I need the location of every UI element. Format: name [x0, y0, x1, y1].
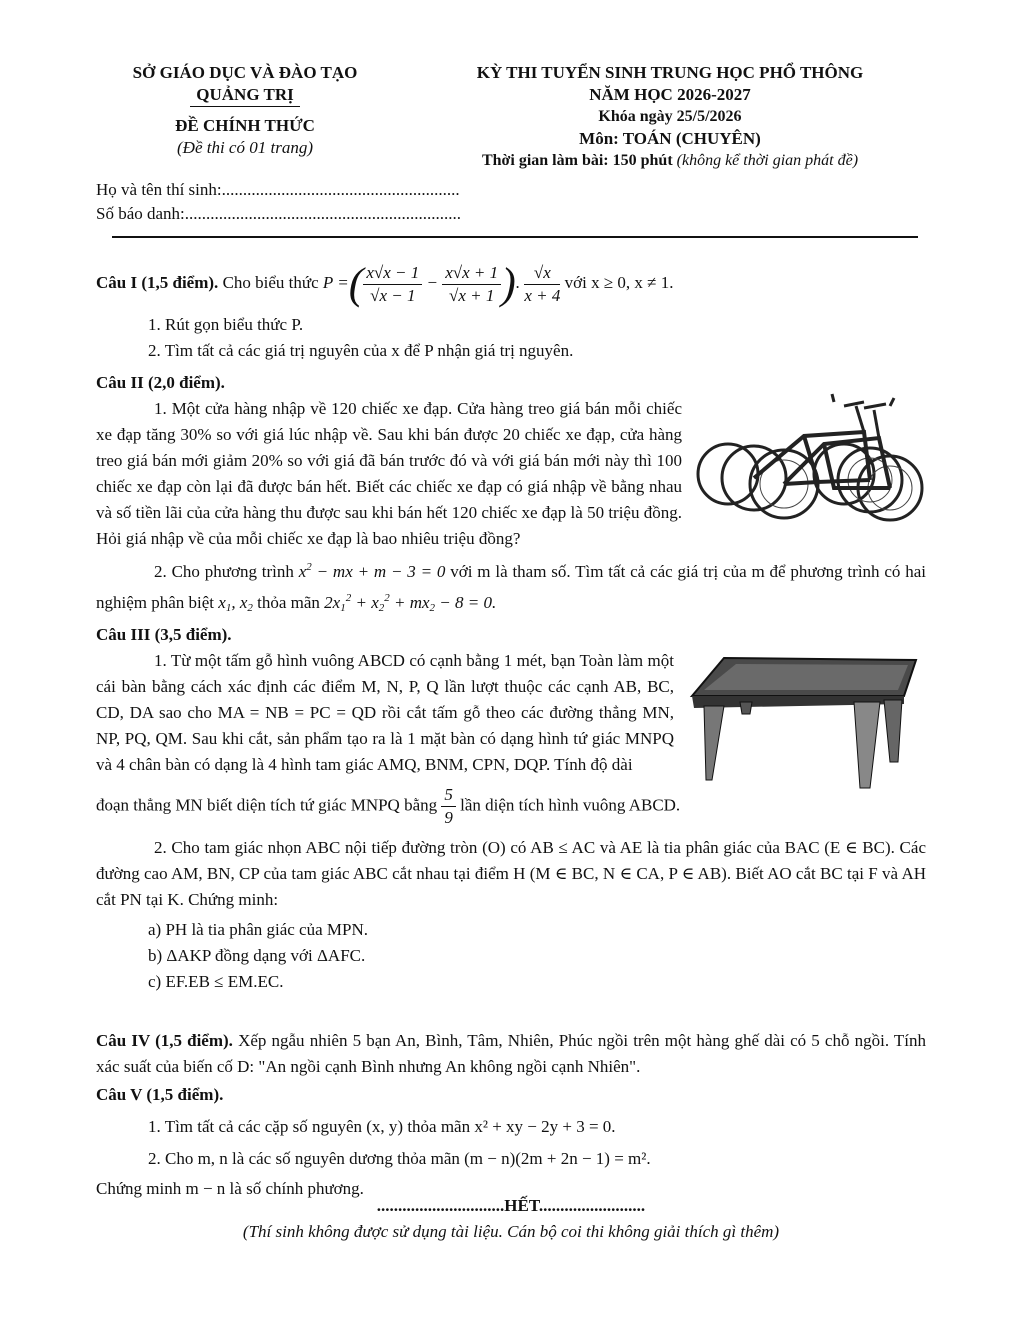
question-1	[96, 256, 926, 364]
q3-part2b: b) ΔAKP đồng dạng với ΔAFC.	[148, 946, 366, 965]
q2-part2: 2. Cho phương trình $x^2$ − mx + m − 3 = 0 với m là tham số. Tìm tất cả các giá trị của m để phương trình có hai nghiệm phân biệt $x_1$, $x_2$ thỏa mãn $2x_1^2 + x_2^2 + mx_2 - 8 = 0$.	[96, 561, 927, 614]
time-limit: Thời gian làm bài: 150 phút	[481, 152, 673, 169]
q3-title: Câu III (3,5 điểm).	[96, 625, 232, 644]
q1-expression: P =( $\frac{x√x - 1}{√x - 1}$ − $\frac{x√x + 1}{√x + 1}$ ). $\frac{√x}{x + 4}$	[322, 259, 561, 309]
q2-part1: 1. Một cửa hàng nhập về 120 chiếc xe đạp. Cửa hàng treo giá bán mỗi chiếc xe đạp tăng 30% so với giá lúc nhập về. Sau khi bán được 20 chiếc xe đạp, cửa hàng treo giá bán mới giảm 20% so với giá đã bán trước đó và với giá bán mới này thì 100 chiếc xe đạp còn lại đã được bán hết. Biết các chiếc xe đạp có giá nhập về bằng nhau và số tiền lãi của cửa hàng thu được sau khi bán hết 120 chiếc xe đạp là 50 triệu đồng. Hỏi giá nhập về của mỗi chiếc xe đạp là bao nhiêu triệu đồng?	[96, 399, 682, 548]
q1-part1: 1. Rút gọn biểu thức P.	[148, 315, 304, 334]
q3-part2c: c) EF.EB ≤ EM.EC.	[148, 972, 284, 991]
exam-title: KỲ THI TUYỂN SINH TRUNG HỌC PHỔ THÔNG	[476, 63, 864, 82]
q5-part2-end: Chứng minh m − n là số chính phương.	[96, 1179, 364, 1198]
official-label: ĐỀ CHÍNH THỨC	[175, 116, 315, 135]
q2-equation: $x^2$ − mx + m − 3 = 0	[298, 561, 446, 581]
subject: Môn: TOÁN (CHUYÊN)	[579, 129, 761, 148]
question-5	[96, 1082, 926, 1202]
q3-part1-end: đoạn thẳng MN biết diện tích tứ giác MNPQ bằng $\frac{5}{9}$ lần diện tích hình vuông ABCD.	[96, 785, 681, 827]
department-line1: SỞ GIÁO DỤC VÀ ĐÀO TẠO	[132, 63, 358, 82]
bicycles-illustration	[694, 392, 926, 534]
q2-title: Câu II (2,0 điểm).	[96, 373, 225, 392]
page-count: (Đề thi có 01 trang)	[177, 138, 313, 157]
q5-part1: 1. Tìm tất cả các cặp số nguyên (x, y) thỏa mãn x² + xy − 2y + 3 = 0.	[148, 1117, 616, 1136]
q1-lead: Cho biểu thức	[222, 273, 319, 292]
header-underline	[190, 106, 300, 107]
department-header	[95, 62, 395, 159]
end-marker: ..............................HẾT.........................	[376, 1196, 646, 1215]
q3-part2a: a) PH là tia phân giác của MPN.	[148, 920, 368, 939]
q5-title: Câu V (1,5 điểm).	[96, 1085, 224, 1104]
q5-part2: 2. Cho m, n là các số nguyên dương thỏa mãn (m − n)(2m + 2n − 1) = m².	[148, 1149, 651, 1168]
q1-part2: 2. Tìm tất cả các giá trị nguyên của x để P nhận giá trị nguyên.	[148, 341, 574, 360]
candidate-id-field: Số báo danh:.................................................................	[96, 204, 462, 223]
header-divider	[112, 236, 918, 238]
q1-condition: với x ≥ 0, x ≠ 1.	[564, 273, 674, 292]
time-note: (không kể thời gian phát đề)	[676, 152, 859, 169]
q3-part1: 1. Từ một tấm gỗ hình vuông ABCD có cạnh bằng 1 mét, bạn Toàn làm một cái bàn bằng cách xác định các điểm M, N, P, Q lần lượt thuộc các cạnh AB, BC, CD, DA sao cho MA = NB = PC = QD rồi cắt tấm gỗ theo các đường thẳng MN, NP, PQ, QM. Sau khi cắt, sản phẩm tạo ra là 1 mặt bàn có dạng hình tứ giác MNPQ và 4 chân bàn có dạng là 4 hình tam giác AMQ, BNM, CPN, DQP. Tính độ dài	[96, 651, 674, 774]
q3-part2: 2. Cho tam giác nhọn ABC nội tiếp đường tròn (O) có AB ≤ AC và AE là tia phân giác của BAC (E ∈ BC). Các đường cao AM, BN, CP của tam giác ABC cắt nhau tại điểm H (M ∈ BC, N ∈ CA, P ∈ AB). Biết AO cắt BC tại F và AH cắt PN tại K. Chứng minh:	[96, 838, 926, 909]
school-year: NĂM HỌC 2026-2027	[589, 85, 751, 104]
exam-date: Khóa ngày 25/5/2026	[598, 108, 742, 125]
area-fraction: $\frac{5}{9}$	[441, 784, 456, 829]
footer-note: (Thí sinh không được sử dụng tài liệu. Cán bộ coi thi không giải thích gì thêm)	[242, 1222, 780, 1241]
department-line2: QUẢNG TRỊ	[196, 85, 294, 104]
candidate-name-field: Họ và tên thí sinh:........................................................	[96, 180, 460, 199]
q2-roots: $x_1$, $x_2$	[218, 593, 253, 614]
question-4	[96, 1028, 926, 1080]
q4-title: Câu IV (1,5 điểm).	[96, 1031, 233, 1050]
q1-title: Câu I (1,5 điểm).	[96, 273, 219, 292]
q4-text: Xếp ngẫu nhiên 5 bạn An, Bình, Tâm, Nhiên, Phúc ngồi trên một hàng ghế dài có 5 chỗ ngồi. Tính xác suất của biến cố D: "An ngồi cạnh Bình nhưng An không ngồi cạnh Nhiên".	[96, 1031, 927, 1076]
exam-header	[420, 62, 920, 172]
table-illustration	[688, 652, 924, 794]
q2-condition: $2x_1^2 + x_2^2 + mx_2 - 8 = 0$.	[324, 592, 497, 614]
